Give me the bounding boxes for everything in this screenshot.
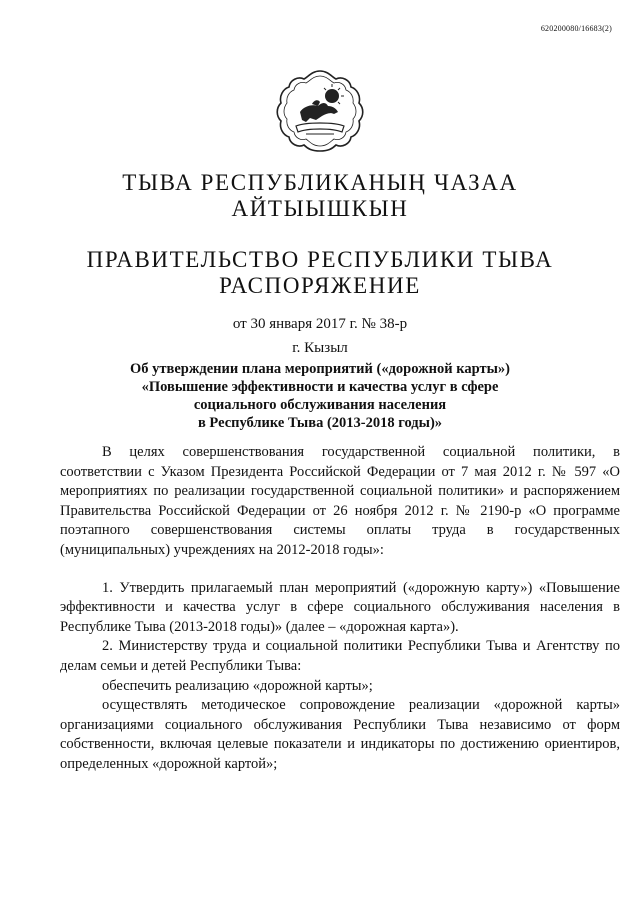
title-tyva-line2: АЙТЫЫШКЫН [231, 196, 409, 221]
order-date: от 30 января 2017 г. № 38-р [232, 316, 408, 332]
document-title-line: в Республике Тыва (2013-2018 годы)» [197, 415, 443, 431]
title-government-line2: РАСПОРЯЖЕНИЕ [219, 273, 421, 298]
paragraph-spacer [60, 561, 620, 579]
document-title-line: «Повышение эффективности и качества услуг в сфере [141, 379, 499, 395]
item-2-paragraph: 2. Министерству труда и социальной политики Республики Тыва и Агентству по делам семьи и детей Республики Тыва: [60, 638, 620, 674]
document-title [0, 360, 640, 432]
order-city: г. Кызыл [292, 340, 348, 356]
title-government-line1: ПРАВИТЕЛЬСТВО РЕСПУБЛИКИ ТЫВА [86, 247, 554, 272]
item-2b-paragraph: осуществлять методическое сопровождение реализации «дорожной карты» организациями социального обслуживания Республики Тыва независимо от форм собственности, включая целевые показатели и индикаторы по достижению ориентиров, определенных «дорожной картой»; [60, 697, 620, 772]
preamble-paragraph: В целях совершенствования государственной социальной политики, в соответствии с Указом Президента Российской Федерации от 7 мая 2012 г. № 597 «О мероприятиях по реализации государственной социальной политики» и распоряжением Правительства Российской Федерации от 26 ноября 2012 г. № 2190-р «О программе поэтапного совершенствования системы оплаты труда в государственных (муниципальных) учреждениях на 2012-2018 годы»: [60, 444, 620, 558]
title-tyva-line1: ТЫВА РЕСПУБЛИКАНЫҢ ЧАЗАА [122, 170, 518, 195]
document-body [60, 443, 620, 775]
document-title-line: Об утверждении плана мероприятий («дорожной карты») [130, 361, 510, 377]
document-number: 620200080/16683(2) [540, 24, 612, 33]
item-2a-paragraph: обеспечить реализацию «дорожной карты»; [102, 677, 373, 694]
item-1-paragraph: 1. Утвердить прилагаемый план мероприятий («дорожную карту») «Повышение эффективности и качества услуг в сфере социального обслуживания населения в Республике Тыва (2013-2018 годы)» (далее – «дорожная карта»). [60, 579, 620, 635]
tyva-emblem-icon [276, 68, 364, 152]
document-title-line: социального обслуживания населения [193, 397, 447, 413]
